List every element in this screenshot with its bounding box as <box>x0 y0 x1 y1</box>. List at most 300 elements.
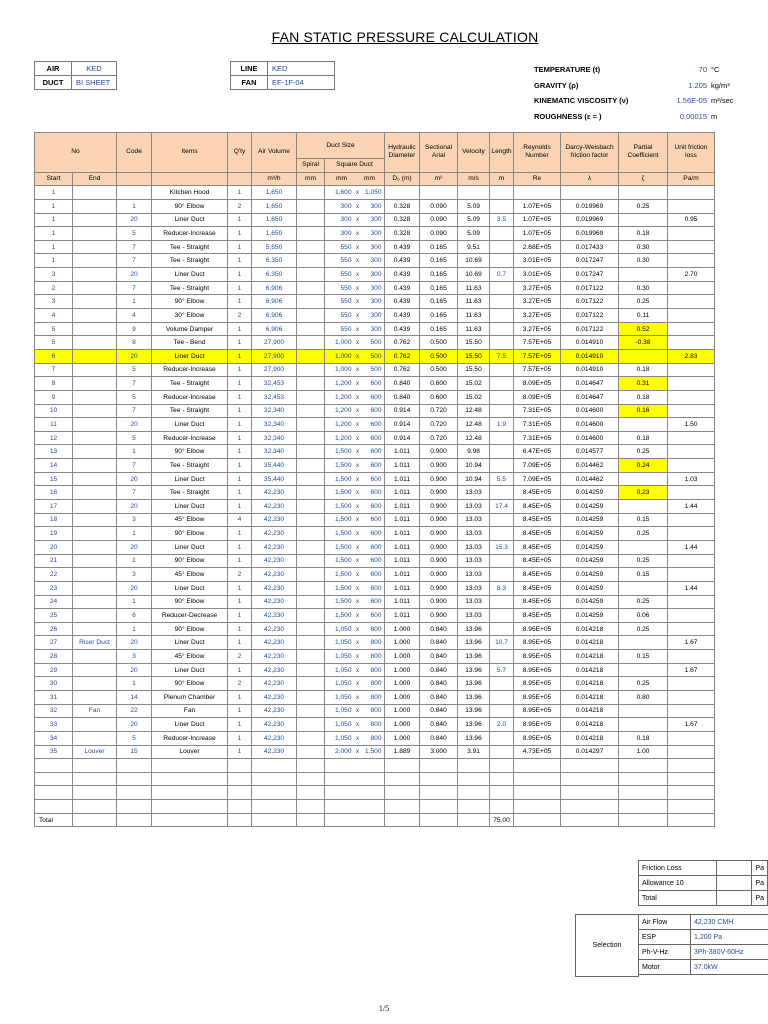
empty-row <box>35 759 715 773</box>
cell-sectional: 0.090 <box>420 199 458 213</box>
cell-friction-factor: 0.017247 <box>561 254 619 268</box>
cell-qty: 1 <box>228 377 252 391</box>
cell-square-duct <box>325 418 385 432</box>
cell-start: 17 <box>35 500 73 514</box>
empty-cell <box>561 772 619 786</box>
cell-sectional: 0.840 <box>420 677 458 691</box>
cell-spiral <box>297 418 325 432</box>
cell-friction-factor: 0.014259 <box>561 568 619 582</box>
cell-qty: 1 <box>228 745 252 759</box>
cell-end <box>73 199 117 213</box>
cell-end: Fan <box>73 704 117 718</box>
cell-code: 4 <box>117 309 152 323</box>
cell-unit-friction <box>668 186 715 200</box>
friction-loss-unit: Pa <box>752 861 768 876</box>
cell-code: 1 <box>117 295 152 309</box>
cell-length <box>490 622 514 636</box>
line-value: KED <box>268 62 335 76</box>
cell-reynolds: 8.95E+05 <box>514 704 561 718</box>
cell-sectional: 0.900 <box>420 609 458 623</box>
cell-end <box>73 186 117 200</box>
cell-velocity: 13.96 <box>458 677 490 691</box>
param-unit: kg/m³ <box>711 80 730 90</box>
empty-cell <box>490 800 514 814</box>
cell-length <box>490 377 514 391</box>
cell-item: 45° Elbow <box>152 650 228 664</box>
cell-length: 2.0 <box>490 718 514 732</box>
cell-reynolds: 8.45E+05 <box>514 513 561 527</box>
duct-value: BI SHEET <box>72 76 117 90</box>
square-x: x <box>355 325 360 333</box>
cell-square-duct <box>325 322 385 336</box>
square-x: x <box>355 748 360 756</box>
square-height: 1,050 <box>364 189 382 197</box>
cell-item: Tee - Straight <box>152 281 228 295</box>
cell-velocity: 13.96 <box>458 650 490 664</box>
cell-sectional: 0.165 <box>420 309 458 323</box>
cell-end <box>73 472 117 486</box>
table-row <box>35 309 715 323</box>
square-x: x <box>355 448 360 456</box>
empty-cell <box>73 772 117 786</box>
cell-unit-friction <box>668 745 715 759</box>
cell-velocity: 12.48 <box>458 418 490 432</box>
cell-start: 4 <box>35 309 73 323</box>
cell-hydraulic: 0.914 <box>385 431 420 445</box>
cell-item: 90° Elbow <box>152 199 228 213</box>
cell-qty: 1 <box>228 404 252 418</box>
cell-reynolds: 8.95E+05 <box>514 636 561 650</box>
square-height: 1,500 <box>364 748 382 756</box>
cell-length: 5.5 <box>490 472 514 486</box>
cell-qty: 1 <box>228 731 252 745</box>
square-height: 600 <box>370 434 382 442</box>
cell-sectional: 0.840 <box>420 663 458 677</box>
cell-friction-factor: 0.017247 <box>561 268 619 282</box>
cell-reynolds <box>514 186 561 200</box>
total-cell <box>420 813 458 827</box>
cell-sectional: 0.720 <box>420 418 458 432</box>
cell-velocity: 13.96 <box>458 636 490 650</box>
header-no: No <box>35 133 117 173</box>
square-width: 1,050 <box>334 666 352 674</box>
cell-air-volume: 42,230 <box>252 609 297 623</box>
cell-unit-friction <box>668 322 715 336</box>
cell-end <box>73 731 117 745</box>
loss-total-unit: Pa <box>752 891 768 906</box>
empty-cell <box>458 786 490 800</box>
cell-qty: 2 <box>228 677 252 691</box>
cell-sectional: 0.500 <box>420 349 458 363</box>
cell-reynolds: 8.45E+05 <box>514 486 561 500</box>
cell-qty: 2 <box>228 199 252 213</box>
square-height: 300 <box>370 202 382 210</box>
cell-code: 20 <box>117 418 152 432</box>
square-width: 1,050 <box>334 693 352 701</box>
cell-spiral <box>297 486 325 500</box>
cell-air-volume: 1,650 <box>252 186 297 200</box>
cell-end <box>73 568 117 582</box>
cell-square-duct <box>325 227 385 241</box>
cell-air-volume: 42,230 <box>252 677 297 691</box>
empty-cell <box>252 759 297 773</box>
cell-unit-friction <box>668 568 715 582</box>
cell-unit-friction: 1.50 <box>668 418 715 432</box>
cell-qty: 1 <box>228 213 252 227</box>
header-unit-re: Re <box>514 172 561 186</box>
cell-air-volume: 42,230 <box>252 486 297 500</box>
square-height: 800 <box>370 693 382 701</box>
cell-velocity: 10.94 <box>458 459 490 473</box>
square-height: 300 <box>370 325 382 333</box>
cell-end: Louver <box>73 745 117 759</box>
cell-friction-factor: 0.017122 <box>561 295 619 309</box>
cell-hydraulic: 1.000 <box>385 677 420 691</box>
cell-air-volume: 42,230 <box>252 650 297 664</box>
cell-air-volume: 5,650 <box>252 240 297 254</box>
square-height: 300 <box>370 270 382 278</box>
cell-friction-factor: 0.014218 <box>561 650 619 664</box>
cell-spiral <box>297 227 325 241</box>
square-x: x <box>355 339 360 347</box>
square-width: 1,050 <box>334 652 352 660</box>
square-height: 500 <box>370 366 382 374</box>
cell-friction-factor: 0.014600 <box>561 404 619 418</box>
cell-sectional: 3.000 <box>420 745 458 759</box>
total-cell <box>117 813 152 827</box>
table-row <box>35 322 715 336</box>
square-x: x <box>355 557 360 565</box>
cell-hydraulic: 0.439 <box>385 309 420 323</box>
square-height: 600 <box>370 380 382 388</box>
cell-spiral <box>297 527 325 541</box>
cell-square-duct <box>325 459 385 473</box>
empty-cell <box>117 800 152 814</box>
cell-qty: 2 <box>228 568 252 582</box>
empty-cell <box>385 759 420 773</box>
cell-friction-factor: 0.019969 <box>561 227 619 241</box>
cell-qty: 1 <box>228 281 252 295</box>
empty-cell <box>117 772 152 786</box>
cell-spiral <box>297 677 325 691</box>
square-x: x <box>355 243 360 251</box>
cell-qty: 1 <box>228 581 252 595</box>
cell-air-volume: 6,350 <box>252 268 297 282</box>
cell-unit-friction <box>668 704 715 718</box>
cell-hydraulic: 1.011 <box>385 472 420 486</box>
cell-unit-friction <box>668 363 715 377</box>
cell-partial-coefficient: 0.30 <box>619 281 668 295</box>
empty-cell <box>228 759 252 773</box>
cell-air-volume: 1,650 <box>252 227 297 241</box>
square-height: 600 <box>370 420 382 428</box>
empty-cell <box>561 800 619 814</box>
cell-reynolds: 1.07E+05 <box>514 213 561 227</box>
fan-value: EF-1F-04 <box>268 76 335 90</box>
cell-qty: 1 <box>228 472 252 486</box>
cell-sectional: 0.840 <box>420 650 458 664</box>
empty-cell <box>297 759 325 773</box>
cell-start: 35 <box>35 745 73 759</box>
cell-velocity: 13.03 <box>458 595 490 609</box>
square-x: x <box>355 680 360 688</box>
cell-reynolds: 3.27E+05 <box>514 281 561 295</box>
cell-sectional: 0.900 <box>420 513 458 527</box>
cell-air-volume: 35,440 <box>252 472 297 486</box>
cell-start: 22 <box>35 568 73 582</box>
square-height: 600 <box>370 393 382 401</box>
square-x: x <box>355 380 360 388</box>
cell-hydraulic: 1.000 <box>385 663 420 677</box>
empty-cell <box>420 759 458 773</box>
cell-air-volume: 42,230 <box>252 581 297 595</box>
cell-sectional: 0.165 <box>420 254 458 268</box>
cell-unit-friction <box>668 513 715 527</box>
square-x: x <box>355 571 360 579</box>
param-value: 70 <box>698 65 707 74</box>
cell-qty: 1 <box>228 390 252 404</box>
cell-start: 18 <box>35 513 73 527</box>
cell-code: 20 <box>117 663 152 677</box>
header-unit-pa: Pa/m <box>668 172 715 186</box>
header-unit-airvol: m³/h <box>252 172 297 186</box>
cell-qty: 1 <box>228 704 252 718</box>
cell-velocity: 9.51 <box>458 240 490 254</box>
cell-start: 1 <box>35 199 73 213</box>
cell-air-volume: 32,340 <box>252 445 297 459</box>
cell-friction-factor: 0.017122 <box>561 309 619 323</box>
cell-length <box>490 336 514 350</box>
cell-hydraulic: 1.011 <box>385 554 420 568</box>
cell-qty: 1 <box>228 268 252 282</box>
table-row <box>35 513 715 527</box>
cell-item: 90° Elbow <box>152 445 228 459</box>
air-flow-value: 42,230 CMH <box>691 915 768 930</box>
cell-reynolds: 3.01E+05 <box>514 254 561 268</box>
cell-partial-coefficient: 0.18 <box>619 390 668 404</box>
cell-friction-factor: 0.014259 <box>561 513 619 527</box>
cell-qty: 1 <box>228 609 252 623</box>
cell-start: 2 <box>35 281 73 295</box>
table-row <box>35 677 715 691</box>
cell-qty: 1 <box>228 554 252 568</box>
cell-air-volume: 6,906 <box>252 309 297 323</box>
cell-reynolds: 2.68E+05 <box>514 240 561 254</box>
cell-sectional: 0.900 <box>420 500 458 514</box>
square-width: 1,500 <box>334 530 352 538</box>
square-height: 600 <box>370 584 382 592</box>
table-row <box>35 268 715 282</box>
cell-friction-factor: 0.014218 <box>561 636 619 650</box>
cell-length <box>490 363 514 377</box>
cell-air-volume: 42,230 <box>252 636 297 650</box>
square-width: 1,200 <box>334 434 352 442</box>
cell-item: Tee - Straight <box>152 486 228 500</box>
cell-spiral <box>297 663 325 677</box>
cell-reynolds: 7.09E+05 <box>514 472 561 486</box>
cell-item: Liner Duct <box>152 663 228 677</box>
cell-hydraulic: 0.762 <box>385 363 420 377</box>
cell-sectional: 0.900 <box>420 568 458 582</box>
table-row <box>35 240 715 254</box>
cell-sectional: 0.900 <box>420 554 458 568</box>
cell-friction-factor: 0.014259 <box>561 581 619 595</box>
cell-friction-factor: 0.019969 <box>561 199 619 213</box>
cell-velocity: 13.03 <box>458 527 490 541</box>
cell-unit-friction <box>668 677 715 691</box>
cell-sectional: 0.840 <box>420 690 458 704</box>
square-x: x <box>355 461 360 469</box>
empty-cell <box>228 772 252 786</box>
cell-length <box>490 459 514 473</box>
cell-end <box>73 336 117 350</box>
duct-label: DUCT <box>35 76 72 90</box>
header-unit-hyd: D₀ (m) <box>385 172 420 186</box>
cell-code: 7 <box>117 486 152 500</box>
cell-spiral <box>297 431 325 445</box>
cell-velocity: 11.63 <box>458 281 490 295</box>
cell-sectional: 0.165 <box>420 240 458 254</box>
cell-code: 7 <box>117 404 152 418</box>
cell-item: Fan <box>152 704 228 718</box>
cell-air-volume: 42,230 <box>252 745 297 759</box>
cell-partial-coefficient: 0.25 <box>619 677 668 691</box>
cell-reynolds: 7.57E+05 <box>514 336 561 350</box>
cell-air-volume: 42,230 <box>252 704 297 718</box>
square-width: 1,050 <box>334 625 352 633</box>
square-x: x <box>355 693 360 701</box>
cell-end <box>73 527 117 541</box>
empty-cell <box>668 786 715 800</box>
cell-hydraulic: 1.011 <box>385 486 420 500</box>
square-height: 600 <box>370 407 382 415</box>
header-velocity: Velocity <box>458 133 490 173</box>
cell-qty: 1 <box>228 718 252 732</box>
cell-length <box>490 227 514 241</box>
total-length: 75.00 <box>490 813 514 827</box>
cell-end <box>73 363 117 377</box>
cell-friction-factor: 0.014297 <box>561 745 619 759</box>
cell-velocity: 13.96 <box>458 663 490 677</box>
cell-qty: 1 <box>228 690 252 704</box>
cell-item: 90° Elbow <box>152 527 228 541</box>
empty-cell <box>561 786 619 800</box>
cell-code: 3 <box>117 513 152 527</box>
table-row <box>35 227 715 241</box>
empty-cell <box>117 786 152 800</box>
cell-friction-factor: 0.014462 <box>561 459 619 473</box>
cell-friction-factor: 0.014577 <box>561 445 619 459</box>
cell-partial-coefficient <box>619 418 668 432</box>
cell-friction-factor: 0.014600 <box>561 418 619 432</box>
cell-end <box>73 486 117 500</box>
cell-end <box>73 431 117 445</box>
cell-square-duct <box>325 690 385 704</box>
empty-row <box>35 800 715 814</box>
cell-length: 17.4 <box>490 500 514 514</box>
square-width: 550 <box>340 257 352 265</box>
param-unit: m²/sec <box>711 96 734 105</box>
cell-start: 30 <box>35 677 73 691</box>
cell-unit-friction <box>668 595 715 609</box>
cell-friction-factor <box>561 186 619 200</box>
cell-item: Liner Duct <box>152 418 228 432</box>
square-height: 300 <box>370 298 382 306</box>
cell-start: 3 <box>35 295 73 309</box>
empty-cell <box>420 772 458 786</box>
empty-cell <box>228 800 252 814</box>
cell-hydraulic: 1.011 <box>385 595 420 609</box>
cell-sectional: 0.600 <box>420 390 458 404</box>
cell-start: 5 <box>35 336 73 350</box>
cell-velocity: 13.03 <box>458 540 490 554</box>
cell-velocity: 11.63 <box>458 295 490 309</box>
cell-velocity <box>458 186 490 200</box>
cell-square-duct <box>325 527 385 541</box>
cell-code <box>117 186 152 200</box>
cell-unit-friction <box>668 295 715 309</box>
cell-sectional: 0.840 <box>420 636 458 650</box>
cell-spiral <box>297 390 325 404</box>
cell-hydraulic <box>385 186 420 200</box>
cell-item: Liner Duct <box>152 213 228 227</box>
cell-length <box>490 431 514 445</box>
square-x: x <box>355 434 360 442</box>
square-x: x <box>355 530 360 538</box>
total-cell <box>228 813 252 827</box>
air-label: AIR <box>35 62 72 76</box>
cell-end <box>73 650 117 664</box>
cell-qty: 4 <box>228 513 252 527</box>
header-air-volume: Air Volume <box>252 133 297 173</box>
cell-reynolds: 1.07E+05 <box>514 199 561 213</box>
cell-sectional: 0.840 <box>420 718 458 732</box>
empty-cell <box>152 786 228 800</box>
cell-spiral <box>297 690 325 704</box>
square-height: 600 <box>370 448 382 456</box>
cell-reynolds: 4.73E+05 <box>514 745 561 759</box>
selection-label: Selection <box>575 914 639 977</box>
cell-velocity: 5.09 <box>458 199 490 213</box>
param-label: GRAVITY (ρ) <box>534 80 579 90</box>
cell-spiral <box>297 609 325 623</box>
cell-end <box>73 309 117 323</box>
cell-air-volume: 42,230 <box>252 690 297 704</box>
header-unit-friction: Unit friction loss <box>668 133 715 173</box>
cell-code: 5 <box>117 363 152 377</box>
cell-partial-coefficient: 1.00 <box>619 745 668 759</box>
square-width: 550 <box>340 311 352 319</box>
cell-spiral <box>297 213 325 227</box>
cell-velocity: 15.50 <box>458 336 490 350</box>
cell-length <box>490 554 514 568</box>
empty-row <box>35 786 715 800</box>
cell-code: 20 <box>117 472 152 486</box>
square-width: 1,500 <box>334 598 352 606</box>
header-unit-spiral: mm <box>297 172 325 186</box>
square-x: x <box>355 366 360 374</box>
cell-start: 28 <box>35 650 73 664</box>
line-label: LINE <box>231 62 268 76</box>
param-label: ROUGHNESS (ε = ) <box>534 111 602 121</box>
cell-length <box>490 690 514 704</box>
cell-sectional: 0.900 <box>420 472 458 486</box>
square-height: 500 <box>370 339 382 347</box>
square-x: x <box>355 230 360 238</box>
cell-unit-friction <box>668 554 715 568</box>
cell-code: 20 <box>117 349 152 363</box>
cell-spiral <box>297 309 325 323</box>
